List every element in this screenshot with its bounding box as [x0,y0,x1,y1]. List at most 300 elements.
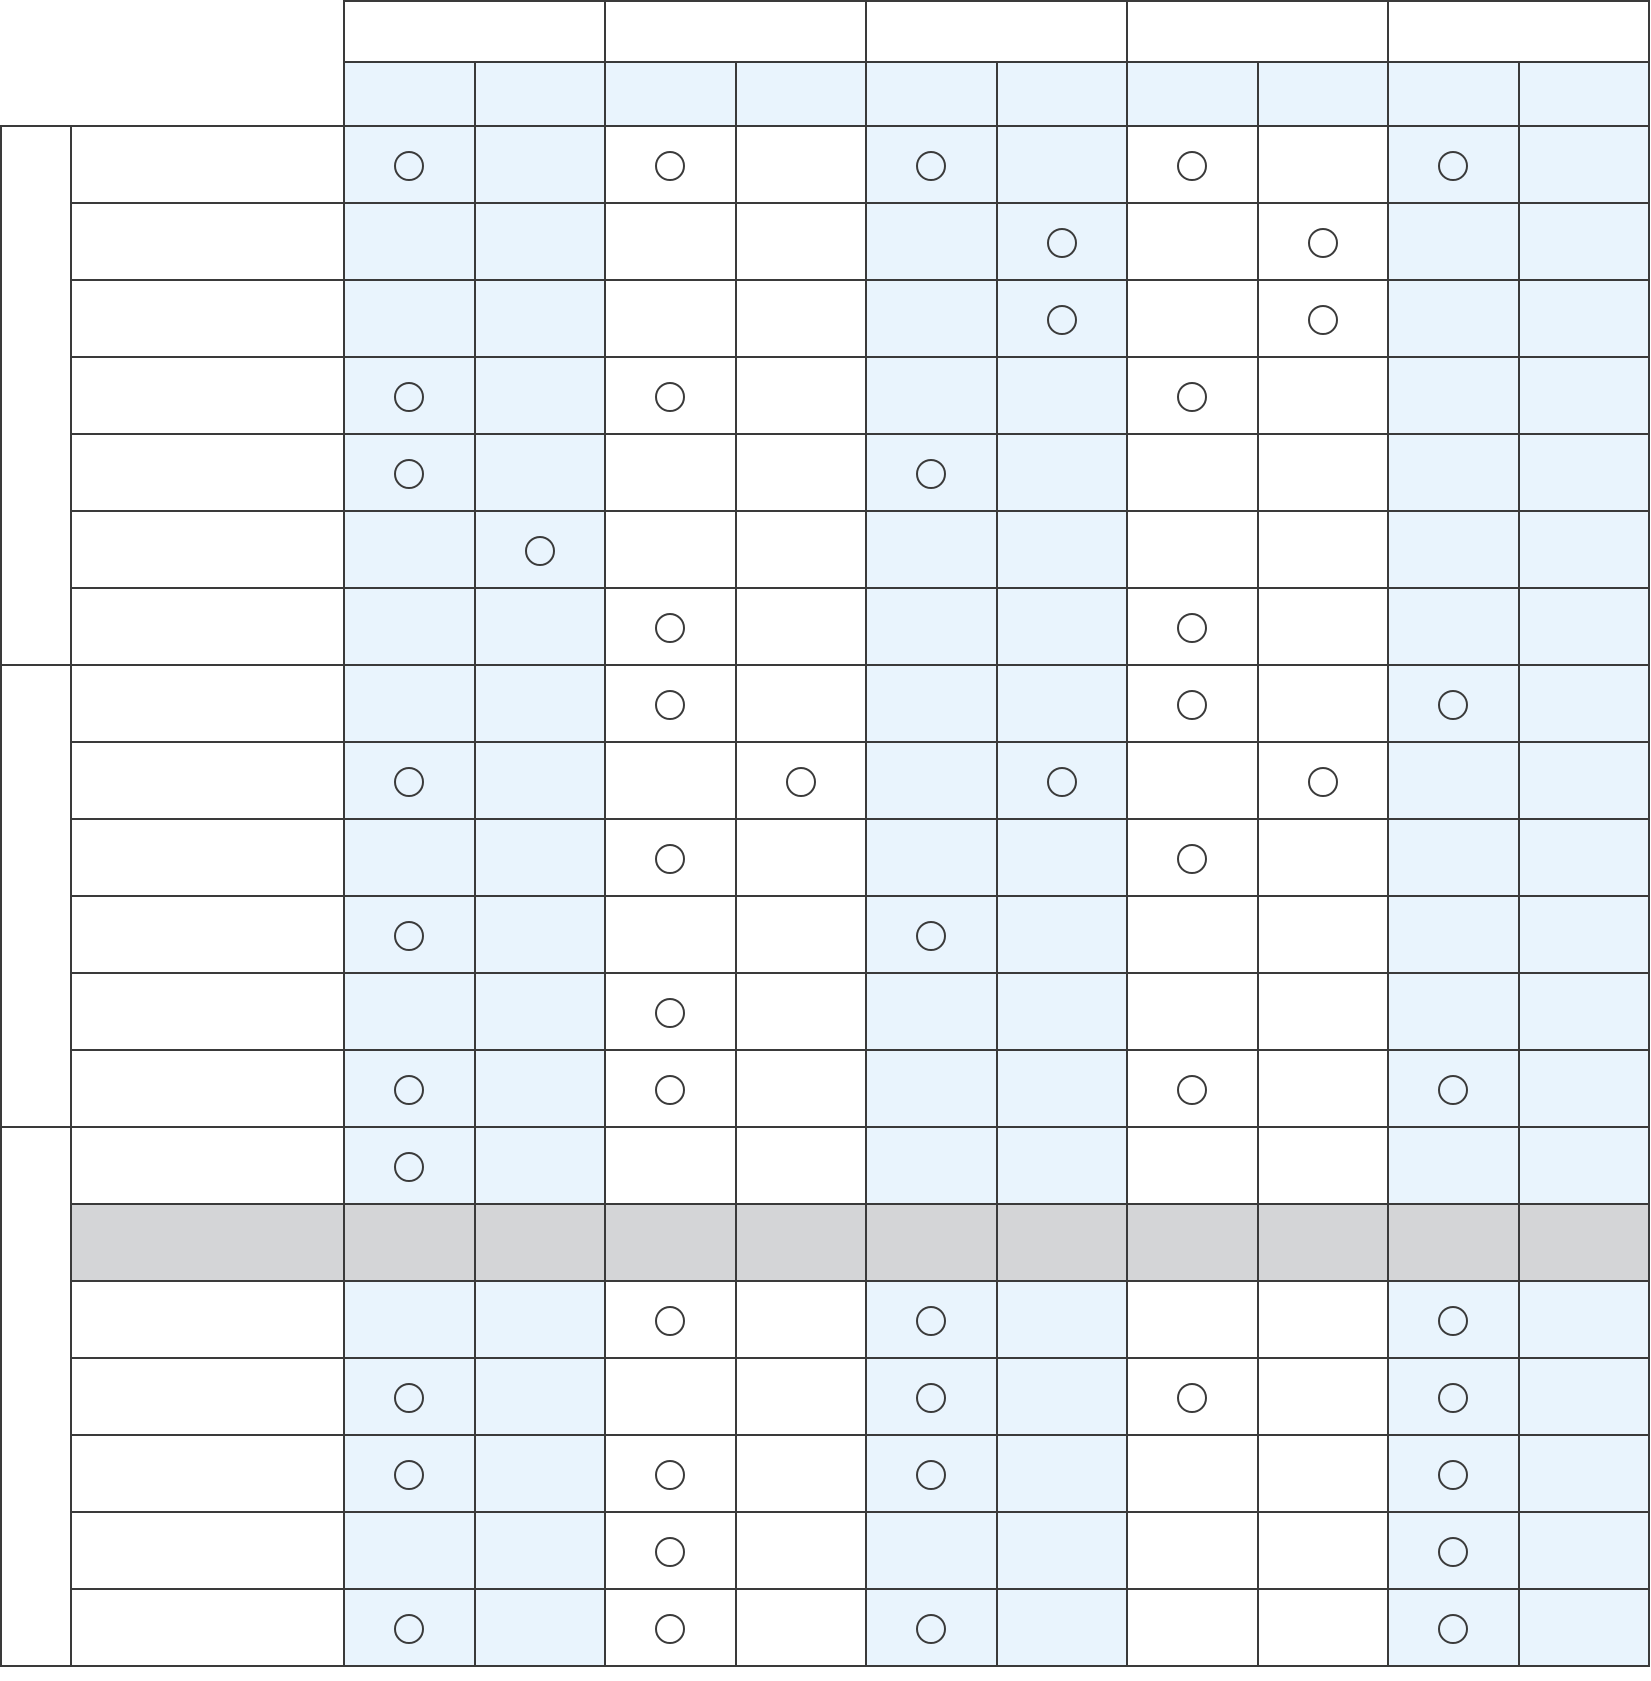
department-row [1,588,1649,665]
available-mark [1177,690,1207,720]
schedule-cell [866,742,997,819]
schedule-cell [1388,1204,1519,1281]
schedule-cell [605,819,736,896]
department-row [1,973,1649,1050]
department-name [71,1204,344,1281]
schedule-cell [344,1512,475,1589]
available-mark [1047,305,1077,335]
schedule-cell [1388,1589,1519,1666]
group-label [1,665,71,1127]
schedule-cell [1258,819,1389,896]
schedule-cell [475,1512,606,1589]
schedule-cell [1127,665,1258,742]
schedule-cell [344,973,475,1050]
schedule-cell [605,511,736,588]
schedule-cell [1258,665,1389,742]
schedule-cell [997,1435,1128,1512]
schedule-cell [997,203,1128,280]
schedule-cell [736,1281,867,1358]
department-row [1,203,1649,280]
available-mark [655,382,685,412]
schedule-cell [344,1204,475,1281]
slot-header-pm [1258,62,1389,126]
schedule-cell [605,1512,736,1589]
schedule-cell [866,434,997,511]
schedule-cell [997,973,1128,1050]
schedule-cell [1388,1127,1519,1204]
schedule-cell [1127,1050,1258,1127]
schedule-cell [1127,280,1258,357]
schedule-cell [866,1281,997,1358]
schedule-cell [736,280,867,357]
department-name [71,126,344,203]
schedule-cell [866,357,997,434]
schedule-cell [344,588,475,665]
department-name [71,203,344,280]
schedule-cell [605,1127,736,1204]
available-mark [1438,1075,1468,1105]
department-row [1,1512,1649,1589]
available-mark [1177,844,1207,874]
schedule-cell [1258,357,1389,434]
schedule-cell [1258,1435,1389,1512]
schedule-cell [1127,357,1258,434]
available-mark [394,921,424,951]
schedule-cell [605,357,736,434]
schedule-cell [736,203,867,280]
department-name [71,1435,344,1512]
schedule-cell [475,896,606,973]
schedule-cell [1258,1281,1389,1358]
available-mark [655,1460,685,1490]
available-mark [1177,151,1207,181]
schedule-cell [344,665,475,742]
available-mark [655,690,685,720]
schedule-cell [1519,1050,1650,1127]
schedule-cell [1519,896,1650,973]
schedule-cell [1258,203,1389,280]
available-mark [394,151,424,181]
schedule-cell [736,742,867,819]
schedule-cell [1258,1589,1389,1666]
schedule-cell [1258,434,1389,511]
schedule-cell [605,1281,736,1358]
schedule-cell [997,1589,1128,1666]
schedule-cell [866,819,997,896]
schedule-cell [1388,511,1519,588]
schedule-cell [997,280,1128,357]
schedule-cell [1519,1204,1650,1281]
available-mark [1438,1460,1468,1490]
department-row [1,126,1649,203]
department-name [71,1358,344,1435]
schedule-cell [475,126,606,203]
schedule-cell [1519,665,1650,742]
schedule-cell [1127,203,1258,280]
schedule-cell [344,203,475,280]
department-row [1,896,1649,973]
available-mark [655,1537,685,1567]
slot-header-am [344,62,475,126]
schedule-cell [997,896,1128,973]
day-header-tue [605,1,866,62]
schedule-cell [736,819,867,896]
department-name [71,434,344,511]
available-mark [1438,1383,1468,1413]
department-row [1,1589,1649,1666]
schedule-cell [475,511,606,588]
department-row [1,665,1649,742]
available-mark [394,1383,424,1413]
schedule-cell [344,742,475,819]
schedule-cell [1388,280,1519,357]
schedule-cell [1519,742,1650,819]
schedule-cell [475,1281,606,1358]
department-name [71,1589,344,1666]
slot-header-pm [1519,62,1650,126]
schedule-cell [1519,434,1650,511]
schedule-cell [475,1358,606,1435]
available-mark [655,613,685,643]
schedule-cell [1258,896,1389,973]
schedule-cell [1388,434,1519,511]
schedule-cell [866,1127,997,1204]
schedule-cell [1258,1050,1389,1127]
schedule-cell [1127,588,1258,665]
department-name [71,742,344,819]
available-mark [1308,305,1338,335]
schedule-cell [736,1435,867,1512]
available-mark [916,151,946,181]
available-mark [655,998,685,1028]
schedule-cell [736,1512,867,1589]
department-row [1,1358,1649,1435]
schedule-cell [736,511,867,588]
day-header-thu [1127,1,1388,62]
department-name [71,665,344,742]
schedule-cell [475,742,606,819]
day-header-fri [1388,1,1649,62]
schedule-cell [605,588,736,665]
schedule-cell [605,973,736,1050]
available-mark [655,1306,685,1336]
department-row [1,819,1649,896]
department-row [1,1281,1649,1358]
schedule-cell [1258,588,1389,665]
schedule-cell [605,126,736,203]
schedule-cell [736,1358,867,1435]
available-mark [1438,690,1468,720]
available-mark [655,151,685,181]
available-mark [394,1152,424,1182]
department-row [1,434,1649,511]
schedule-cell [1388,819,1519,896]
schedule-cell [1519,1512,1650,1589]
available-mark [916,1306,946,1336]
schedule-cell [475,1050,606,1127]
schedule-cell [866,280,997,357]
schedule-cell [1519,1435,1650,1512]
schedule-cell [475,1204,606,1281]
schedule-cell [344,511,475,588]
schedule-cell [866,665,997,742]
group-label [1,1127,71,1666]
schedule-cell [1127,126,1258,203]
schedule-cell [1519,1281,1650,1358]
available-mark [916,459,946,489]
schedule-cell [997,1512,1128,1589]
schedule-cell [344,434,475,511]
schedule-body [1,126,1649,1666]
available-mark [394,1614,424,1644]
schedule-cell [1258,1204,1389,1281]
schedule-cell [475,819,606,896]
department-row [1,1127,1649,1204]
schedule-cell [866,1435,997,1512]
slot-header-am [1388,62,1519,126]
schedule-cell [997,665,1128,742]
department-name [71,819,344,896]
available-mark [916,921,946,951]
schedule-cell [605,896,736,973]
schedule-cell [1519,357,1650,434]
available-mark [394,1460,424,1490]
schedule-cell [1127,973,1258,1050]
schedule-cell [866,126,997,203]
schedule-cell [1388,203,1519,280]
slot-header-pm [475,62,606,126]
schedule-cell [736,126,867,203]
schedule-cell [1388,1358,1519,1435]
schedule-cell [866,511,997,588]
slot-header-pm [997,62,1128,126]
schedule-cell [605,1589,736,1666]
schedule-cell [475,973,606,1050]
schedule-cell [866,1358,997,1435]
available-mark [916,1383,946,1413]
schedule-cell [1519,203,1650,280]
schedule-cell [1519,819,1650,896]
schedule-cell [605,1435,736,1512]
department-name [71,357,344,434]
schedule-cell [736,1204,867,1281]
department-row [1,511,1649,588]
schedule-cell [997,742,1128,819]
available-mark [655,844,685,874]
schedule-cell [1258,280,1389,357]
schedule-cell [344,126,475,203]
schedule-cell [1258,1512,1389,1589]
schedule-cell [997,1204,1128,1281]
department-name [71,280,344,357]
schedule-cell [344,1435,475,1512]
schedule-cell [1519,280,1650,357]
available-mark [394,1075,424,1105]
day-header-row [1,1,1649,62]
slot-header-am [866,62,997,126]
schedule-cell [1127,1204,1258,1281]
schedule-cell [736,896,867,973]
department-row [1,1435,1649,1512]
schedule-cell [344,1050,475,1127]
schedule-cell [866,1512,997,1589]
schedule-cell [605,280,736,357]
schedule-cell [1388,1512,1519,1589]
department-name [71,973,344,1050]
schedule-cell [475,665,606,742]
schedule-cell [605,742,736,819]
schedule-cell [1127,742,1258,819]
schedule-cell [997,1050,1128,1127]
schedule-cell [344,280,475,357]
schedule-cell [997,1358,1128,1435]
department-name [71,1512,344,1589]
department-name [71,588,344,665]
schedule-cell [475,280,606,357]
schedule-cell [475,357,606,434]
available-mark [655,1614,685,1644]
schedule-cell [997,126,1128,203]
schedule-cell [1127,511,1258,588]
schedule-cell [997,357,1128,434]
schedule-cell [1519,588,1650,665]
department-name [71,896,344,973]
available-mark [1047,767,1077,797]
schedule-cell [1388,896,1519,973]
available-mark [916,1614,946,1644]
schedule-cell [866,973,997,1050]
schedule-cell [736,665,867,742]
schedule-cell [344,819,475,896]
available-mark [1438,1537,1468,1567]
schedule-cell [997,1281,1128,1358]
available-mark [394,459,424,489]
department-row [1,1204,1649,1281]
schedule-cell [736,973,867,1050]
schedule-cell [475,588,606,665]
schedule-cell [1388,742,1519,819]
schedule-cell [866,1589,997,1666]
department-row [1,280,1649,357]
available-mark [916,1460,946,1490]
department-row [1,742,1649,819]
department-name [71,1127,344,1204]
schedule-cell [866,896,997,973]
schedule-cell [605,1050,736,1127]
schedule-cell [475,203,606,280]
department-row [1,1050,1649,1127]
schedule-cell [1388,1050,1519,1127]
schedule-cell [344,1281,475,1358]
schedule-cell [1127,1589,1258,1666]
schedule-cell [1258,1127,1389,1204]
schedule-cell [1127,819,1258,896]
day-header-mon [344,1,605,62]
department-row [1,357,1649,434]
schedule-cell [866,588,997,665]
slot-header-am [605,62,736,126]
department-name [71,511,344,588]
schedule-cell [1258,973,1389,1050]
schedule-cell [1127,434,1258,511]
schedule-cell [1127,1512,1258,1589]
schedule-cell [344,1589,475,1666]
schedule-cell [997,588,1128,665]
available-mark [1177,382,1207,412]
available-mark [1047,228,1077,258]
schedule-cell [475,1589,606,1666]
schedule-cell [1127,1281,1258,1358]
schedule-cell [866,1050,997,1127]
header-corner [1,1,344,126]
schedule-cell [1127,1127,1258,1204]
schedule-cell [997,511,1128,588]
schedule-cell [736,1589,867,1666]
schedule-cell [997,1127,1128,1204]
schedule-cell [736,588,867,665]
available-mark [655,1075,685,1105]
available-mark [1438,151,1468,181]
available-mark [1177,1383,1207,1413]
schedule-cell [475,1127,606,1204]
group-label [1,126,71,665]
schedule-cell [1519,1127,1650,1204]
schedule-cell [1127,1358,1258,1435]
schedule-cell [1258,742,1389,819]
schedule-cell [1127,896,1258,973]
schedule-cell [344,1358,475,1435]
schedule-cell [344,357,475,434]
schedule-cell [605,1358,736,1435]
available-mark [1177,613,1207,643]
schedule-cell [1127,1435,1258,1512]
schedule-cell [1388,588,1519,665]
schedule-cell [866,1204,997,1281]
schedule-cell [1388,1281,1519,1358]
available-mark [525,536,555,566]
schedule-cell [605,434,736,511]
schedule-cell [1519,511,1650,588]
schedule-cell [1258,1358,1389,1435]
schedule-cell [997,819,1128,896]
schedule-cell [1388,357,1519,434]
slot-header-am [1127,62,1258,126]
available-mark [1177,1075,1207,1105]
schedule-cell [605,1204,736,1281]
available-mark [1308,228,1338,258]
schedule-cell [1388,1435,1519,1512]
schedule-cell [475,434,606,511]
schedule-cell [736,1050,867,1127]
available-mark [394,767,424,797]
schedule-cell [1388,973,1519,1050]
schedule-cell [736,357,867,434]
available-mark [394,382,424,412]
department-name [71,1281,344,1358]
schedule-cell [1258,126,1389,203]
available-mark [786,767,816,797]
department-name [71,1050,344,1127]
available-mark [1308,767,1338,797]
schedule-cell [344,896,475,973]
schedule-cell [1519,1589,1650,1666]
schedule-cell [1388,126,1519,203]
schedule-cell [1519,1358,1650,1435]
schedule-cell [605,665,736,742]
schedule-cell [475,1435,606,1512]
available-mark [1438,1614,1468,1644]
schedule-cell [344,1127,475,1204]
